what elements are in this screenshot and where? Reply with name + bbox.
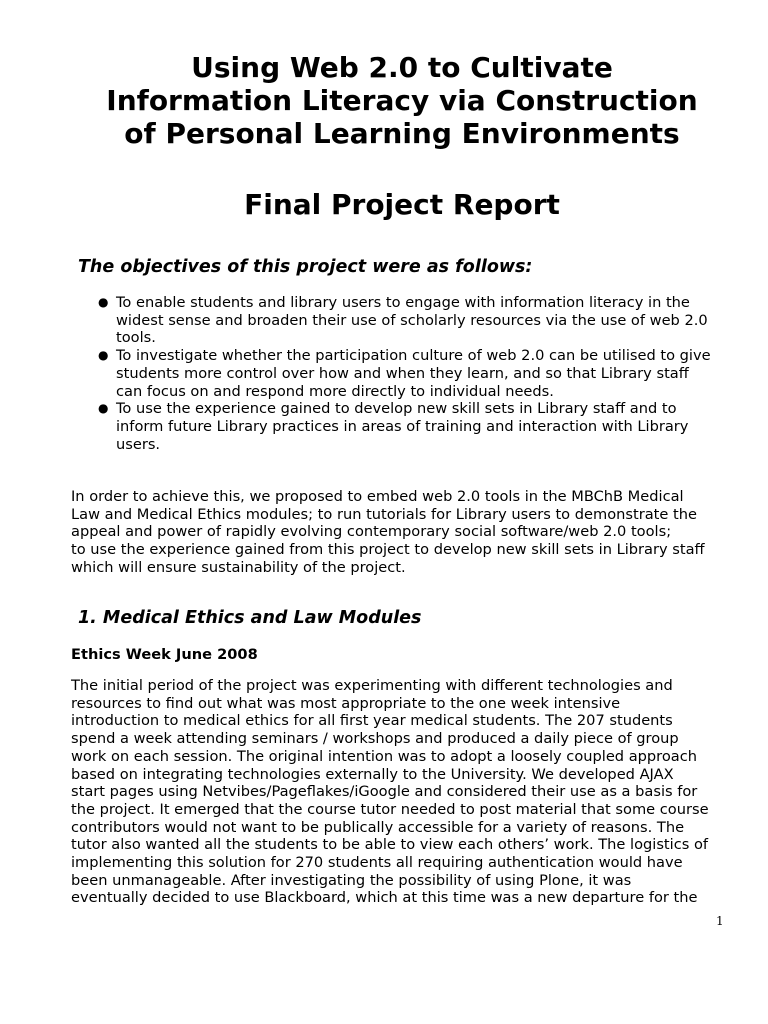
objective-line: students more control over how and when they learn, and so that Library staff [116,364,689,382]
paragraph-line: contributors would not want to be publically accessible for a variety of reasons. The [71,818,685,836]
section-heading: 1. Medical Ethics and Law Modules [78,608,422,628]
objective-line: can focus on and respond more directly to individual needs. [116,382,554,400]
intro-paragraph [71,488,751,577]
objective-line: widest sense and broaden their use of scholarly resources via the use of web 2.0 [116,311,708,329]
objective-line: tools. [116,329,156,347]
paragraph-line: spend a week attending seminars / workshops and produced a daily piece of group [71,730,679,748]
paragraph-line: to use the experience gained from this project to develop new skill sets in Library staff [71,541,705,559]
paragraph-line: the project. It emerged that the course tutor needed to post material that some course [71,800,709,818]
objectives-list [96,294,746,453]
paragraph-line: eventually decided to use Blackboard, which at this time was a new departure for the [71,889,698,907]
bullet-icon: ● [98,348,109,363]
objective-item [96,294,746,347]
paragraph-line: which will ensure sustainability of the project. [71,558,406,576]
paragraph-line: introduction to medical ethics for all first year medical students. The 207 students [71,712,673,730]
paragraph-line: appeal and power of rapidly evolving contemporary social software/web 2.0 tools; [71,523,672,541]
paragraph-line: start pages using Netvibes/Pageflakes/iGoogle and considered their use as a basis for [71,783,698,801]
bullet-icon: ● [98,295,109,309]
objective-line: users. [116,435,161,453]
objective-item [96,347,746,400]
bullet-icon: ● [98,401,109,416]
subsection-heading: Ethics Week June 2008 [71,646,258,663]
page-number: 1 [716,914,724,928]
title-line: Information Literacy via Construction [106,84,698,117]
paragraph-line: based on integrating technologies externally to the University. We developed AJAX [71,765,674,783]
paragraph-line: In order to achieve this, we proposed to embed web 2.0 tools in the MBChB Medical [71,488,684,505]
paragraph-line: Law and Medical Ethics modules; to run tutorials for Library users to demonstrate the [71,505,697,523]
paragraph-line: work on each session. The original intention was to adopt a loosely coupled approach [71,747,697,765]
objective-text [116,294,746,347]
document-subtitle: Final Project Report [244,188,560,221]
objective-line: To investigate whether the participation culture of web 2.0 can be utilised to give [116,347,711,365]
paragraph-line: implementing this solution for 270 students all requiring authentication would have [71,854,683,872]
paragraph-line: resources to find out what was most appropriate to the one week intensive [71,694,621,712]
objective-text [116,347,746,400]
document-title [40,51,764,150]
objective-line: To use the experience gained to develop new skill sets in Library staff and to [116,400,677,418]
paragraph-line: The initial period of the project was experimenting with different technologies and [71,677,673,694]
title-line: of Personal Learning Environments [124,117,680,150]
objective-text [116,400,746,453]
objective-item [96,400,746,453]
title-line: Using Web 2.0 to Cultivate [191,51,613,84]
objectives-heading: The objectives of this project were as follows: [78,257,533,277]
paragraph-line: tutor also wanted all the students to be able to view each others’ work. The logistics of [71,836,709,854]
paragraph-line: been unmanageable. After investigating the possibility of using Plone, it was [71,871,632,889]
body-paragraph [71,677,751,907]
objective-line: To enable students and library users to engage with information literacy in the [116,294,690,311]
objective-line: inform future Library practices in areas of training and interaction with Library [116,417,689,435]
